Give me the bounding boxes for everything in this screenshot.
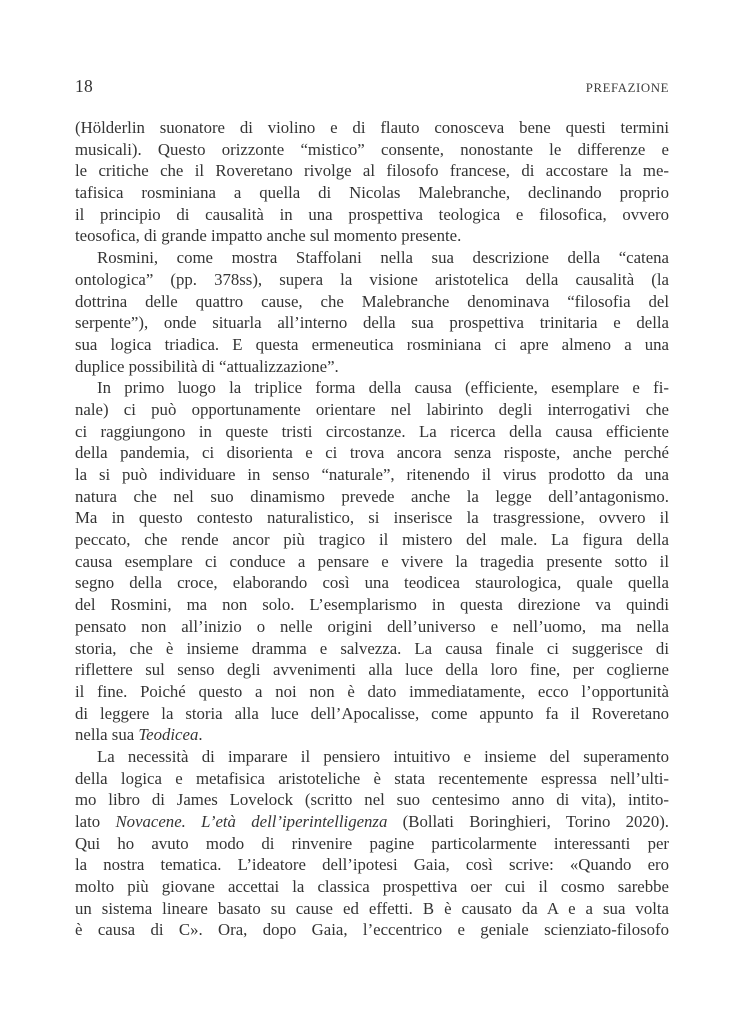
text-line: la nostra tematica. L’ideatore dell’ipotesi Gaia, così scrive: «Quando ero [75,855,669,875]
text-line: del Rosmini, ma non solo. L’esemplarismo in questa direzione va quindi [75,595,669,615]
text-line: il fine. Poiché questo a noi non è dato immediatamente, ecco l’opportunità [75,681,669,701]
text-line: musicali). Questo orizzonte “mistico” consente, nonostante le differenze e [75,139,669,159]
paragraph [75,117,669,247]
text-line: peccato, che rende ancor più tragico il mistero del male. La figura della [75,530,669,550]
page-header [75,76,669,97]
text-line: riflettere sul senso degli avvenimenti alla luce della loro fine, per coglierne [75,660,669,680]
paragraph [75,746,669,941]
text-line: della pandemia, ci disorienta e ci trova ancora senza risposte, anche perché [75,443,669,463]
text-line: tafisica rosminiana a quella di Nicolas Malebranche, declinando proprio [75,183,669,203]
text-line: di leggere la storia alla luce dell’Apocalisse, come appunto fa il Roveretano [75,703,669,723]
text-line: natura che nel suo dinamismo prevede anche la legge dell’antagonismo. [75,486,669,506]
text-line: causa esemplare ci conduce a pensare e vivere la tragedia presente sotto il [75,551,669,571]
text-line: (Hölderlin suonatore di violino e di flauto conosceva bene questi termini [75,118,669,137]
text-line: sua logica triadica. E questa ermeneutica rosminiana ci apre almeno a una [75,334,669,354]
text-line: duplice possibilità di “attualizzazione”. [75,356,339,376]
text-line: il principio di causalità in una prospettiva teologica e filosofica, ovvero [75,204,669,224]
text-line: pensato non all’inizio o nelle origini dell’universo e nell’uomo, ma nella [75,616,669,636]
text-line: nale) ci può opportunamente orientare nel labirinto degli interrogativi che [75,399,669,419]
text-line: ontologica” (pp. 378ss), supera la visione aristotelica della causalità (la [75,269,669,289]
text-line: In primo luogo la triplice forma della causa (efficiente, esemplare e fi- [97,378,669,398]
paragraph [75,377,669,746]
page-number: 18 [75,76,94,96]
text-line: molto più giovane accettai la classica prospettiva oer cui il cosmo sarebbe [75,877,669,897]
text-line: Rosmini, come mostra Staffolani nella sua descrizione della “catena [97,248,669,268]
text-line: serpente”), onde situarla all’interno della sua prospettiva trinitaria e della [75,313,669,333]
text-line: nella sua Teodicea. [75,725,203,745]
text-line: le critiche che il Roveretano rivolge al filosofo francese, di accostare la me- [75,161,669,181]
text-line: un sistema lineare basato su cause ed effetti. B è causato da A e a sua volta [75,898,669,918]
text-line: è causa di C». Ora, dopo Gaia, l’eccentrico e geniale scienziato-filosofo [75,920,669,940]
text-line: teosofica, di grande impatto anche sul momento presente. [75,226,462,246]
text-line: storia, che è insieme dramma e salvezza. La causa finale ci suggerisce di [75,638,669,658]
text-line: Qui ho avuto modo di rinvenire pagine particolarmente interessanti per [75,833,669,853]
running-header: PREFAZIONE [585,81,669,95]
text-line: La necessità di imparare il pensiero intuitivo e insieme del superamento [97,746,669,766]
text-line: della logica e metafisica aristoteliche è stata recentemente espressa nell’ulti- [75,768,669,788]
text-line: ci raggiungono in queste tristi circostanze. La ricerca della causa efficiente [75,421,669,441]
text-line: mo libro di James Lovelock (scritto nel suo centesimo anno di vita), intito- [75,790,669,810]
page-body [75,117,669,941]
paragraph [75,247,669,377]
text-line: Ma in questo contesto naturalistico, si inserisce la trasgressione, ovvero il [75,508,669,528]
text-line: lato Novacene. L’età dell’iperintelligenza (Bollati Boringhieri, Torino 2020). [75,812,669,831]
text-line: segno della croce, elaborando così una teodicea staurologica, quale quella [75,573,669,593]
text-line: la si può individuare in senso “naturale”, ritenendo il virus prodotto da una [75,465,669,484]
text-line: dottrina delle quattro cause, che Malebranche denominava “filosofia del [75,291,669,311]
